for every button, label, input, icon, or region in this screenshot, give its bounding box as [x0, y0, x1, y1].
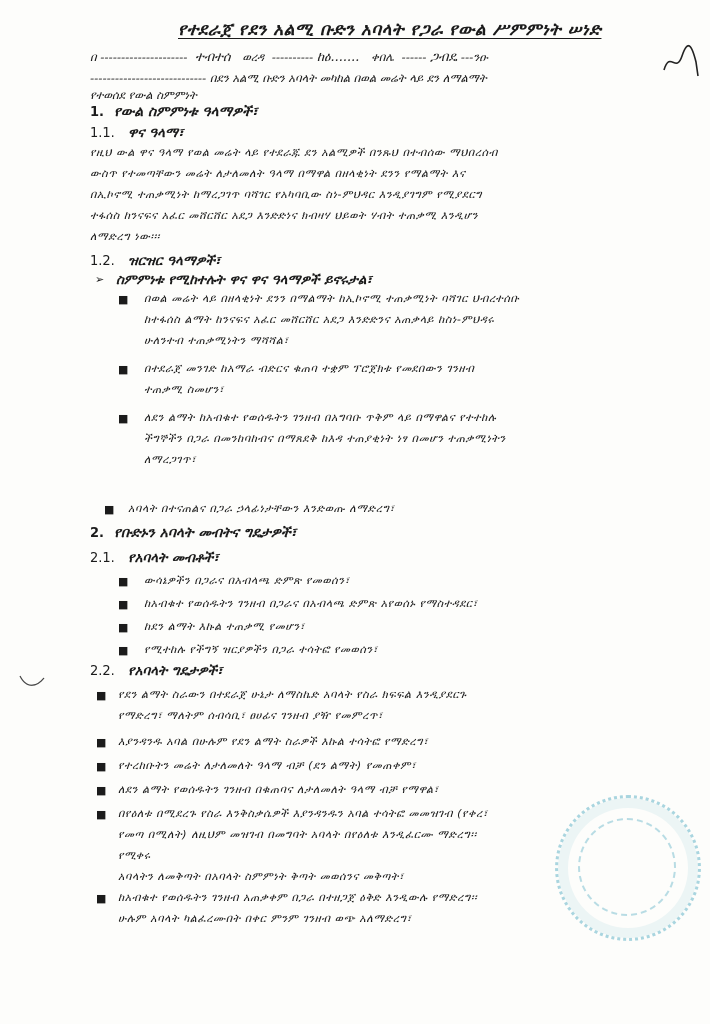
list-item-line: የሚተከሉ የችግኝ ዝርያዎችን በጋራ ተሳትፎ የመወሰን፣ [144, 643, 378, 656]
bullet-icon: ■ [96, 808, 107, 821]
section-2-title: የቡድኑን አባላት መብትና ግዴታዎች፣ [114, 525, 297, 541]
list-item-line: ለደን ልማት ከአብቁተ የወሰዱትን ገንዘብ በአግባቡ ጥቅም ላይ በማዋልና የተተከሉ [144, 411, 497, 424]
list-item-line: ከተፋሰስ ልማት ከንናፍና አፈር መሸርሸር አደጋ እንድድንና አጠቃላይ ከስነ-ምህዳሩ [144, 313, 495, 326]
paragraph-line: ለማድረግ ነው፡፡፡ [90, 230, 160, 243]
margin-pen-mark [18, 668, 46, 692]
paragraph-line: ተፋሰስ ከንናፍና አፈር መሸርሸር አደጋ እንድድነና ክብዛሃ ህይወት ሃብት ተጠቃሚ እንዲሆን [90, 209, 479, 222]
bullet-icon: ■ [118, 598, 129, 611]
list-item-line: ሁለንተብ ተጠቃሚነትን ማሻሻል፣ [144, 334, 289, 347]
kebele-label: ቀበሌ [371, 50, 394, 64]
header-line-1: በ --------------------- ተብተሰ ወረዳ ---------- ከዕ....... ቀበሌ ------ ጋብዴ ---ንዑ [90, 50, 488, 65]
list-item-line: የተረከቡትን መሬት ለታለመለት ዓላማ ብቻ (ደን ልማት) የመጠቀም፣ [118, 759, 417, 772]
list-item-line: ተጠቃሚ ስመሆን፣ [144, 383, 225, 396]
section-1-1-title: ዋና ዓላማ፣ [128, 125, 184, 141]
list-item-line: ውሳኔዎችን በጋራና በአብላጫ ድምጽ የመወሰን፣ [144, 574, 350, 587]
header-line-2: ---------------------------- በደን አልሚ ቡድን አባላት መካከል በወል መሬት ላይ ደን ለማልማት [90, 71, 487, 85]
bullet-icon: ■ [96, 892, 107, 905]
paragraph-line: የዚህ ውል ዋና ዓላማ የወል መሬት ላይ የተደራጁ ደን አልሚዎች በንጹህ በተብሰው ማህበረሰብ [90, 146, 498, 159]
bullet-icon: ■ [96, 689, 107, 702]
arrow-bullet-icon: ➢ [95, 273, 105, 286]
section-1-number: 1. [90, 105, 104, 120]
official-stamp-inner-ring [578, 818, 676, 916]
section-1-2-intro: ስምምነቱ የሚከተሉት ዋና ዋና ዓላማዎች ይኖሩታል፣ [116, 272, 372, 288]
handwritten-place: ጋብዴ [430, 50, 458, 65]
section-2-1-number: 2.1. [90, 551, 115, 566]
list-item-line: ለማረጋገጥ፣ [144, 453, 197, 466]
section-1-title: የውል ስምምነቱ ዓላማዎች፣ [114, 104, 258, 120]
paragraph-line: ውስጥ የተመጣቸውን መሬት ለታለመለት ዓላማ በማዋል በዘላቂነት ደንን የማልማት እና [90, 167, 466, 180]
section-1-2-number: 1.2. [90, 254, 115, 269]
header-suffix: ---ንዑ [460, 50, 488, 64]
list-item-line: አባላትን ለመቅጣት በአባላት ስምምነት ቅጣት መወሰንና መቅጣት፣ [118, 870, 404, 883]
list-item-line: ለደን ልማት የወሰዱትን ገንዘብ በቁጠባና ለታለመለት ዓላማ ብቻ የማዋል፣ [118, 783, 439, 796]
header-prefix: በ --------------------- [90, 50, 188, 64]
bullet-icon: ■ [118, 412, 129, 425]
list-item-line: እያንዳንዱ አባል በሁሉም የደን ልማት ስራዎች እኩል ተሳትፎ የማድረግ፣ [118, 735, 429, 748]
list-item-line: ሁሉም አባላት ካልፈረሙበት በቀር ምንም ገንዘብ ወጭ አለማድረግ፣ [118, 912, 412, 925]
section-1-1-number: 1.1. [90, 126, 115, 141]
section-2-1-title: የአባላት መብቶች፣ [128, 550, 219, 566]
bullet-icon: ■ [118, 575, 129, 588]
paragraph-line: በኢኮኖሚ ተጠቃሚነት ከማረጋገጥ ባሻገር የአካባቢው ስነ-ምህዳር እንዲያገግም የሚያደርግ [90, 188, 483, 201]
bullet-icon: ■ [118, 363, 129, 376]
bullet-icon: ■ [118, 644, 129, 657]
bullet-icon: ■ [96, 736, 107, 749]
bullet-icon: ■ [118, 621, 129, 634]
list-item-line: ችግኞችን በጋራ በመንከባከብና በማጸደቅ ከእዳ ተጠያቂነት ነፃ በመሆን ተጠቃሚነትን [144, 432, 506, 445]
document-title: የተደራጀ የደን አልሚ ቡድን አባላት የጋራ የውል ሥምምነት ሠነድ [178, 20, 602, 40]
list-item-line: አባላት በተናጠልና በጋራ ኃላፊነታቸውን እንድወጡ ለማድረግ፣ [128, 502, 395, 515]
list-item-line: የማድረግ፣ ማለትም ሰብሳቢ፣ ፀሀፊና ገንዘብ ያዥ የመምረጥ፣ [118, 709, 383, 722]
bullet-icon: ■ [118, 293, 129, 306]
list-item-line: የደን ልማት ስራውን በተደራጀ ሁኔታ ለማስኬድ አባላት የስራ ክፍፍል እንዲያደርጉ [118, 688, 467, 701]
list-item-line: የሚቀሩ [118, 849, 151, 862]
section-2-number: 2. [90, 526, 104, 541]
section-1-2-title: ዝርዝር ዓላማዎች፣ [128, 253, 221, 269]
list-item-line: ከደን ልማት እኩል ተጠቃሚ የመሆን፣ [144, 620, 305, 633]
section-2-2-title: የአባላት ግዴታዎች፣ [128, 663, 223, 679]
bullet-icon: ■ [96, 784, 107, 797]
section-2-2-number: 2.2. [90, 664, 115, 679]
handwritten-kebele: ተብተሰ [195, 50, 231, 65]
list-item-line: በተደራጀ መንገድ ከአማራ ብድርና ቁጠባ ተቋም ፕሮጀክቱ የመደበውን ገንዘብ [144, 362, 475, 375]
list-item-line: በወል መሬት ላይ በዘላቂነት ደንን በማልማት ከኢኮኖሚ ተጠቃሚነት ባሻገር ህብረተሰቡ [144, 292, 520, 305]
bullet-icon: ■ [96, 760, 107, 773]
list-item-line: በየዕለቱ በሚደረጉ የስራ እንቅስቃሴዎች እያንዳንዱን አባል ተሳትፎ መመዝገብ (የቀረ፣ [118, 807, 488, 820]
list-item-line: ከአብቁተ የወሰዱትን ገንዘብ በጋራና በአብላጫ ድምጽ አየወሰኑ የማስተዳደር፣ [144, 597, 478, 610]
woreda-label: ወረዳ [242, 50, 265, 64]
list-item-line: የመጣ በሚለት) ለዚህም መዝገብ በመግባት አባላት በየዕለቱ እንዲፈርሙ ማድረግ፡፡ [118, 828, 477, 841]
handwritten-woreda: ከዕ....... [316, 50, 360, 65]
handwritten-signature-mark [662, 40, 702, 80]
bullet-icon: ■ [104, 503, 115, 516]
header-line-3: የተወሰደ የውል ስምምነት [90, 88, 197, 102]
list-item-line: ከአብቁተ የወሰዱትን ገንዘብ አጠቃቀም በጋራ በተዘጋጀ ዕቅድ እንዲውሉ የማድረግ፡፡ [118, 891, 478, 904]
